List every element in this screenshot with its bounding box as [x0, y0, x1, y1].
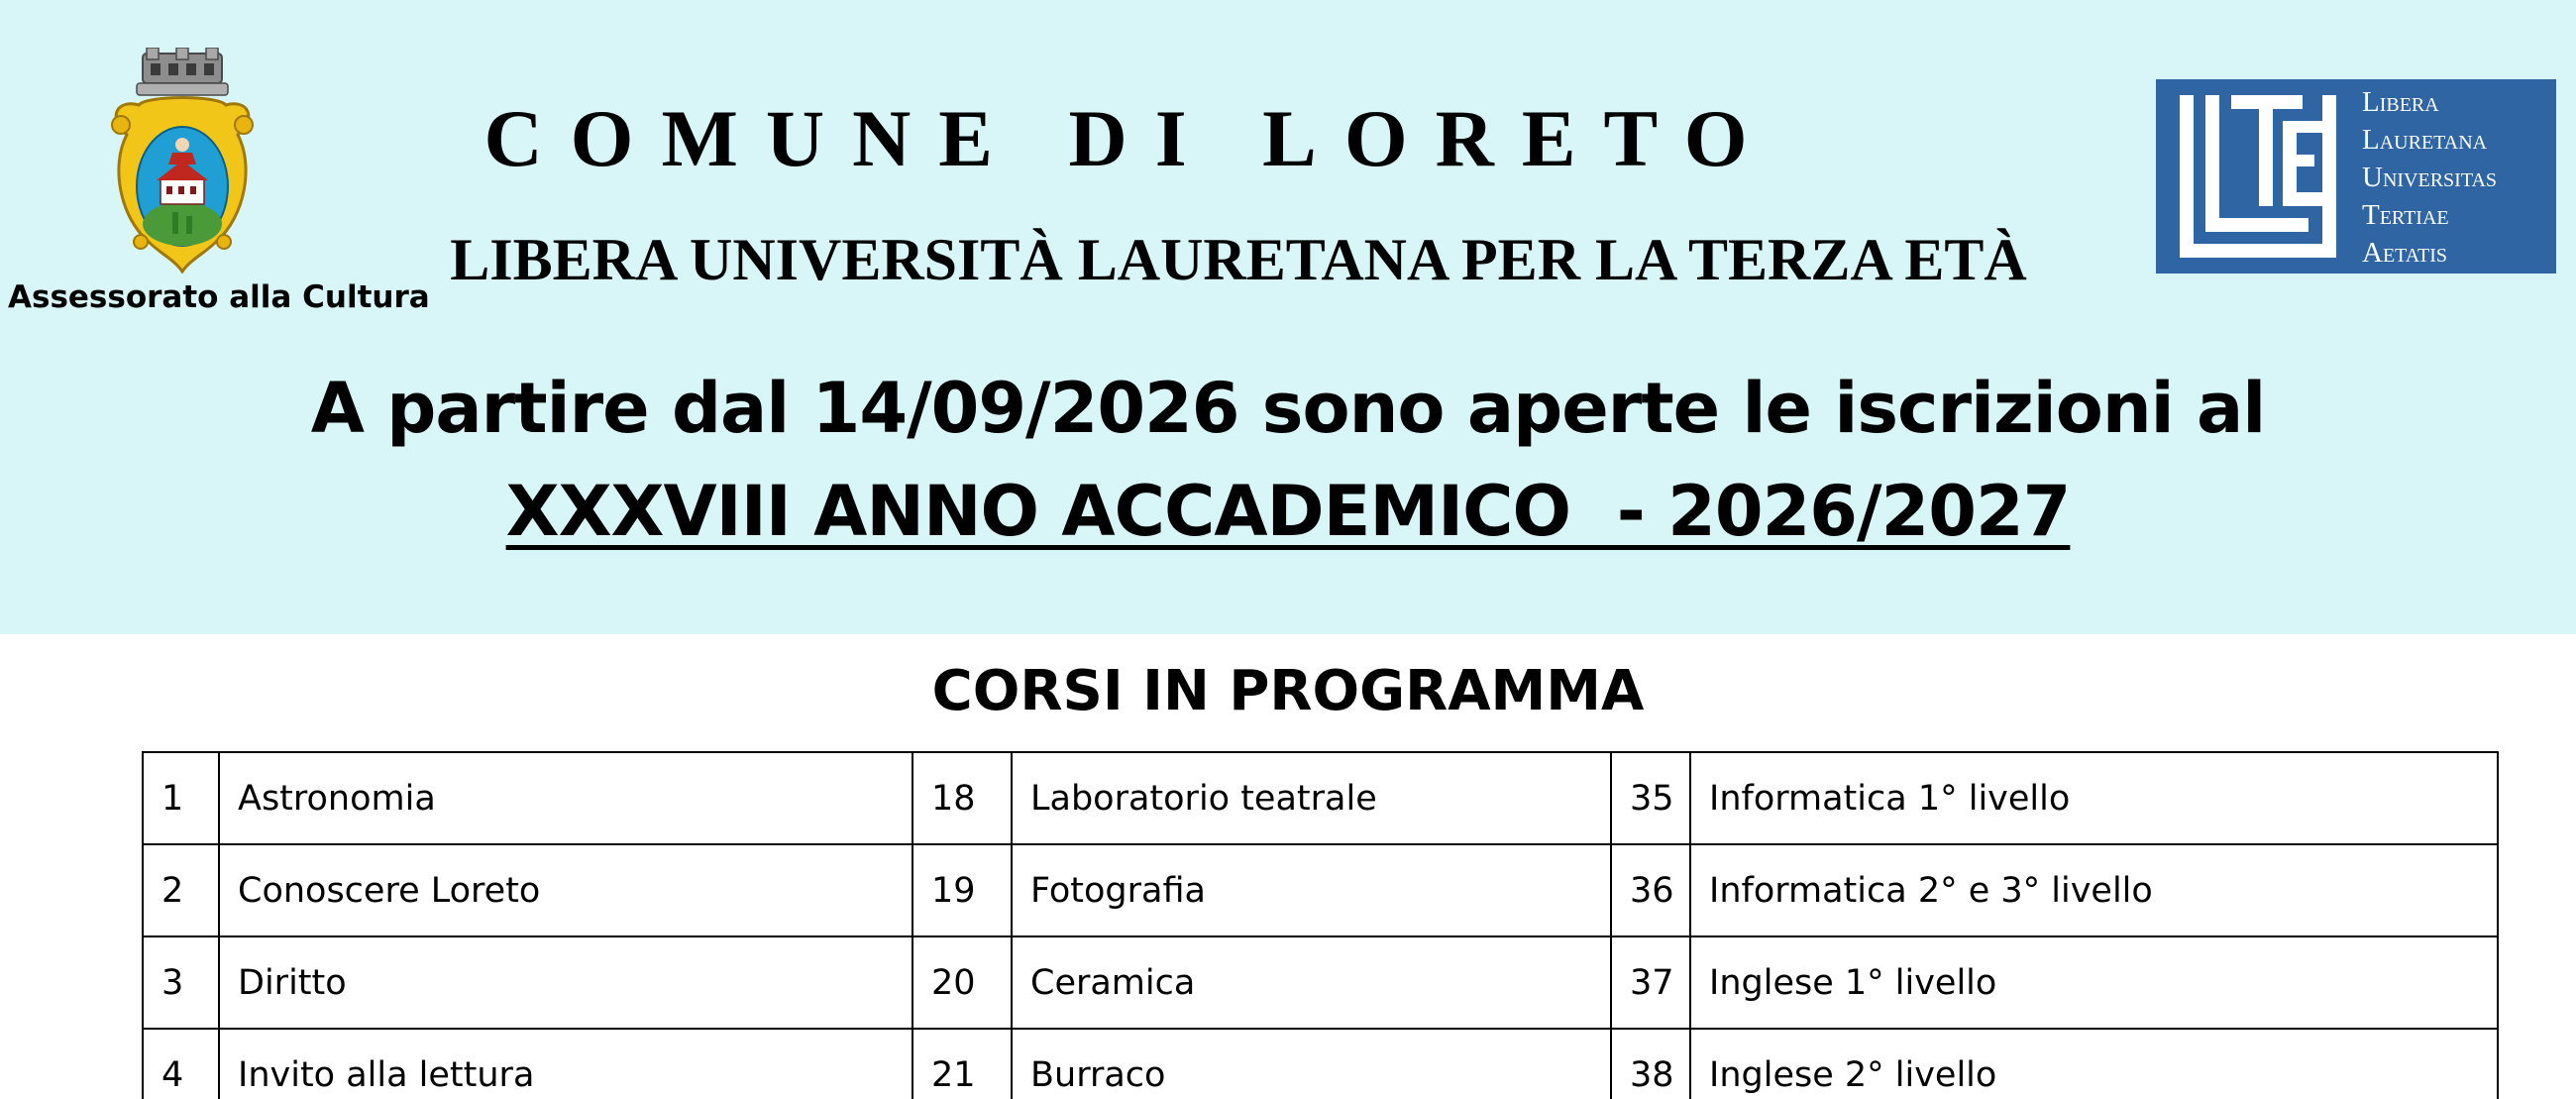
course-number: 21 [912, 1029, 1012, 1099]
logo-line: Aetatis [2362, 237, 2448, 269]
course-name: Informatica 2° e 3° livello [1690, 844, 2498, 936]
courses-table [142, 751, 2499, 1099]
logo-text [2362, 83, 2556, 272]
course-number: 37 [1611, 936, 1690, 1029]
course-name: Diritto [219, 936, 912, 1029]
course-name: Laboratorio teatrale [1012, 752, 1611, 844]
assessorato-label: Assessorato alla Cultura [8, 279, 430, 315]
course-number: 18 [912, 752, 1012, 844]
loreto-crest-icon [107, 48, 258, 274]
course-number: 4 [143, 1029, 219, 1099]
unilauretana-logo [2156, 79, 2556, 274]
course-name: Invito alla lettura [219, 1029, 912, 1099]
table-row [143, 1029, 2498, 1099]
logo-line: Universitas [2362, 162, 2498, 193]
course-name: Astronomia [219, 752, 912, 844]
course-number: 20 [912, 936, 1012, 1029]
course-name: Ceramica [1012, 936, 1611, 1029]
course-name: Fotografia [1012, 844, 1611, 936]
logo-line: Libera [2362, 86, 2439, 118]
course-number: 35 [1611, 752, 1690, 844]
table-row [143, 936, 2498, 1029]
logo-line: Lauretana [2362, 124, 2488, 156]
course-name: Inglese 1° livello [1690, 936, 2498, 1029]
lte-logo-icon [2180, 95, 2338, 258]
comune-title: COMUNE DI LORETO [483, 93, 1775, 183]
course-number: 2 [143, 844, 219, 936]
academic-year-title: XXXVIII ANNO ACCADEMICO - 2026/2027 [505, 471, 2071, 552]
course-name: Inglese 2° livello [1690, 1029, 2498, 1099]
course-name: Conoscere Loreto [219, 844, 912, 936]
enrollment-announcement: A partire dal 14/09/2026 sono aperte le iscrizioni al [310, 368, 2266, 449]
course-number: 38 [1611, 1029, 1690, 1099]
courses-heading: CORSI IN PROGRAMMA [931, 659, 1645, 723]
course-number: 3 [143, 936, 219, 1029]
course-number: 36 [1611, 844, 1690, 936]
logo-line: Tertiae [2362, 199, 2449, 231]
university-title: LIBERA UNIVERSITÀ LAURETANA PER LA TERZA ETÀ [450, 227, 2027, 292]
course-name: Informatica 1° livello [1690, 752, 2498, 844]
course-number: 19 [912, 844, 1012, 936]
table-row [143, 752, 2498, 844]
table-row [143, 844, 2498, 936]
course-name: Burraco [1012, 1029, 1611, 1099]
course-number: 1 [143, 752, 219, 844]
